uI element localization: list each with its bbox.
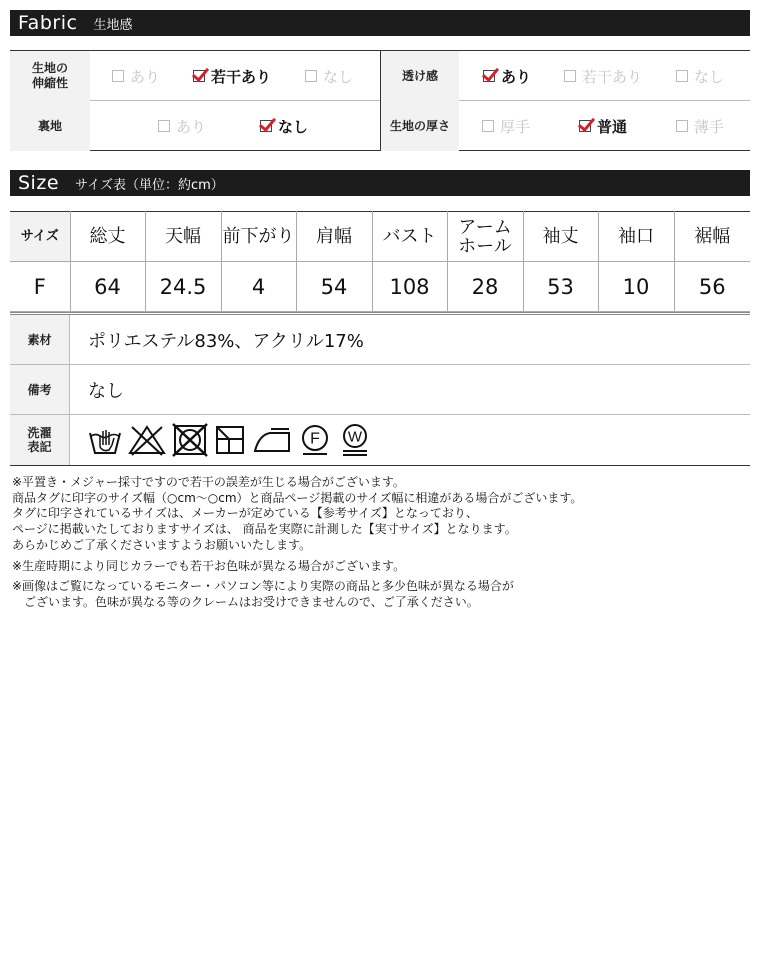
size-title-en: Size: [18, 172, 60, 194]
transparency-option-yes: あり: [483, 51, 531, 101]
lining-option-yes: あり: [158, 101, 206, 151]
note-line: ございます。色味が異なる等のクレームはお受けできませんので、ご了承ください。: [12, 594, 479, 609]
care-row: [10, 415, 750, 465]
checkbox-unchecked-icon: [158, 120, 170, 132]
transparency-option-no: なし: [676, 51, 724, 101]
remarks-row: [10, 365, 750, 415]
col-header-length: 総丈: [70, 212, 145, 262]
fabric-divider: [380, 51, 381, 151]
checkbox-checked-icon: [193, 70, 205, 82]
iron-low-icon: [252, 423, 292, 457]
no-tumble-dry-icon: [172, 423, 208, 457]
stretch-option-slightly: 若干あり: [193, 51, 271, 101]
value-sleeve-length: 53: [523, 262, 598, 312]
col-header-sleeve-length: 袖丈: [523, 212, 598, 262]
no-bleach-icon: [128, 423, 166, 457]
note-line: ※画像はご覧になっているモニター・パソコン等により実際の商品と多少色味が異なる場合が: [12, 579, 514, 594]
stretch-label: 生地の 伸縮性: [10, 51, 90, 101]
stretch-option-no: なし: [305, 51, 353, 101]
table-row: [10, 262, 750, 312]
fabric-section-header: [10, 10, 750, 36]
value-cuff: 10: [598, 262, 674, 312]
thickness-option-normal: 普通: [579, 101, 627, 151]
lining-label: 裏地: [10, 101, 90, 151]
wet-clean-w-icon: [338, 423, 372, 457]
transparency-label: 透け感: [381, 51, 459, 101]
remarks-label: 備考: [10, 365, 70, 414]
note-line: ページに掲載いたしておりますサイズは、 商品を実際に計測した【実寸サイズ】となります。: [12, 522, 517, 537]
col-header-shoulder: 肩幅: [296, 212, 372, 262]
size-row-header: サイズ: [10, 212, 70, 262]
size-title-jp: サイズ表（単位：約cm）: [75, 177, 224, 193]
value-shoulder: 54: [296, 262, 372, 312]
note-line: ※生産時期により同じカラーでも若干お色味が異なる場合がございます。: [12, 558, 406, 573]
value-length: 64: [70, 262, 145, 312]
wet-clean-letter: W: [347, 428, 363, 446]
checkbox-checked-icon: [483, 70, 495, 82]
size-value: F: [10, 262, 70, 312]
size-table: [10, 211, 750, 312]
checkbox-checked-icon: [260, 120, 272, 132]
checkbox-unchecked-icon: [564, 70, 576, 82]
checkbox-unchecked-icon: [676, 120, 688, 132]
material-row: [10, 315, 750, 365]
material-value: ポリエステル83%、アクリル17%: [88, 330, 364, 352]
dry-flat-shade-icon: [214, 423, 246, 457]
care-icons: [70, 415, 372, 465]
col-header-bust: バスト: [372, 212, 447, 262]
value-neck-width: 24.5: [145, 262, 221, 312]
dry-clean-f-icon: [298, 423, 332, 457]
remarks-value: なし: [88, 380, 124, 402]
note-line: タグに印字されているサイズは、メーカーが定めている【参考サイズ】となっており、: [12, 506, 478, 521]
value-bust: 108: [372, 262, 447, 312]
fabric-table: [10, 50, 750, 151]
material-label: 素材: [10, 315, 70, 364]
transparency-option-slightly: 若干あり: [564, 51, 642, 101]
note-line: 商品タグに印字のサイズ幅（○cm〜○cm）と商品ページ掲載のサイズ幅に相違がある場合がございます。: [12, 490, 583, 505]
value-front-drop: 4: [221, 262, 296, 312]
hand-wash-30-icon: [88, 423, 122, 457]
notes: [12, 475, 750, 611]
value-armhole: 28: [447, 262, 523, 312]
thickness-label: 生地の厚さ: [381, 101, 459, 151]
checkbox-unchecked-icon: [305, 70, 317, 82]
col-header-neck-width: 天幅: [145, 212, 221, 262]
value-hem: 56: [674, 262, 750, 312]
info-table: [10, 312, 750, 466]
checkbox-unchecked-icon: [112, 70, 124, 82]
checkbox-unchecked-icon: [482, 120, 494, 132]
col-header-cuff: 袖口: [598, 212, 674, 262]
thickness-option-thin: 薄手: [676, 101, 724, 151]
col-header-front-drop: 前下がり: [221, 212, 296, 262]
col-header-armhole: アーム ホール: [447, 212, 523, 262]
thickness-option-thick: 厚手: [482, 101, 530, 151]
note-line: ※平置き・メジャー採寸ですので若干の誤差が生じる場合がございます。: [12, 475, 405, 489]
size-section-header: [10, 170, 750, 196]
fabric-title-en: Fabric: [18, 12, 78, 34]
checkbox-checked-icon: [579, 120, 591, 132]
care-label: 洗濯 表記: [10, 415, 70, 465]
checkbox-unchecked-icon: [676, 70, 688, 82]
size-header-row: [10, 212, 750, 262]
col-header-hem: 裾幅: [674, 212, 750, 262]
dry-clean-letter: F: [310, 430, 320, 448]
lining-option-no: なし: [260, 101, 308, 151]
stretch-option-yes: あり: [112, 51, 160, 101]
note-line: あらかじめご了承くださいますようお願いいたします。: [12, 537, 312, 552]
fabric-title-jp: 生地感: [93, 17, 133, 33]
